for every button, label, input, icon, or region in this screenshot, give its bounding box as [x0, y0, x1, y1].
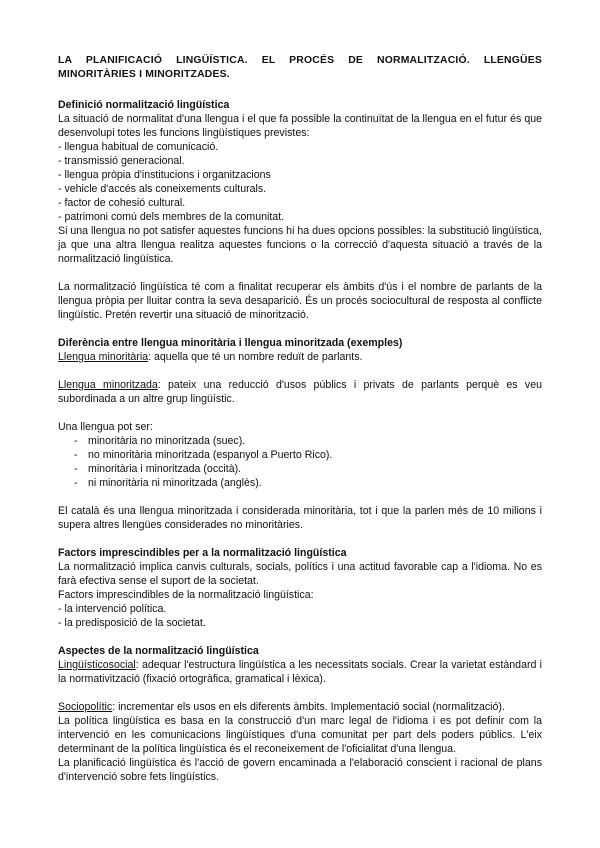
list-item-text: no minoritària minoritzada (espanyol a Puerto Rico). — [88, 449, 333, 461]
term-sociopolitical: Sociopolític — [58, 701, 113, 713]
section-heading-aspects: Aspectes de la normalització lingüística — [58, 645, 259, 657]
list-item: - patrimoni comú dels membres de la comunitat. — [58, 211, 285, 223]
term-definition: : aquella que té un nombre reduït de parlants. — [148, 351, 363, 363]
list-item-text: minoritària no minoritzada (suec). — [88, 435, 246, 447]
term-linguistic-social: Lingüísticosocial — [58, 659, 136, 671]
list-item — [58, 476, 542, 490]
list-item — [58, 448, 542, 462]
list-item — [58, 462, 542, 476]
list-item: - la predisposició de la societat. — [58, 617, 206, 629]
bullet-dash: - — [74, 435, 78, 447]
list-item: - vehicle d'accés als coneixements culturals. — [58, 183, 267, 195]
section-heading-difference: Diferència entre llengua minoritària i llengua minoritzada (exemples) — [58, 337, 403, 349]
minoritized-language-definition — [58, 378, 542, 406]
term-definition: : adequar l'estructura lingüística a les necessitats socials. Crear la varietat estàndard i la normativització (fixació ortogràfica, gramatical i lèxica). — [58, 659, 542, 685]
linguistic-social-aspect — [58, 658, 542, 686]
definition-intro: La situació de normalitat d'una llengua i el que fa possible la continuïtat de la llengua en el futur és que desenvolupi totes les funcions lingüístiques previstes: — [58, 113, 542, 139]
definition-paragraph-3: La normalització lingüística té com a finalitat recuperar els àmbits d'ús i el nombre de parlants de la llengua pròpia per lluitar contra la seva desaparició. És un procés sociocultural de resposta al conflicte lingüístic. Pretén revertir una situació de minorització. — [58, 281, 542, 321]
language-planning-paragraph: La planificació lingüística és l'acció de govern encaminada a l'elaboració conscient i racional de plans d'intervenció sobre fets lingüístics. — [58, 757, 542, 783]
definition-paragraph-2: Si una llengua no pot satisfer aquestes funcions hi ha dues opcions possibles: la substitució lingüística, ja que una altra llengua realitza aquestes funcions o la correcció d'aquesta situació a través de la normalització lingüística. — [58, 225, 542, 265]
sociopolitical-aspect — [58, 700, 542, 714]
term-minoritized-language: Llengua minoritzada — [58, 379, 158, 391]
section-heading-definition: Definició normalització lingüística — [58, 99, 230, 111]
term-minority-language: Llengua minoritària — [58, 351, 149, 363]
factors-paragraph: La normalització implica canvis culturals, socials, polítics i una actitud favorable cap a l'idioma. No es farà efectiva sense el suport de la societat. — [58, 561, 542, 587]
term-definition: : pateix una reducció d'usos públics i privats de parlants perquè es veu subordinada a un altre grup lingüístic. — [58, 379, 542, 405]
factors-lead: Factors imprescindibles de la normalització lingüística: — [58, 589, 314, 601]
bullet-dash: - — [74, 463, 78, 475]
list-item-text: ni minoritària ni minoritzada (anglès). — [88, 477, 262, 489]
list-item: - factor de cohesió cultural. — [58, 197, 186, 209]
language-policy-paragraph: La política lingüística es basa en la construcció d'un marc legal de l'idioma i es pot definir com la intervenció en les comunicacions lingüístiques d'una comunitat per part dels poders públics. L'eix determinant de la política lingüística és el reconeixement de l'oficialitat d'una llengua. — [58, 715, 542, 755]
bullet-dash: - — [74, 477, 78, 489]
minority-language-definition — [58, 350, 542, 364]
language-types-lead: Una llengua pot ser: — [58, 421, 153, 433]
document-page — [58, 54, 542, 784]
list-item: - transmissió generacional. — [58, 155, 185, 167]
bullet-dash: - — [74, 449, 78, 461]
list-item: - llengua pròpia d'institucions i organitzacions — [58, 169, 271, 181]
list-item: - llengua habitual de comunicació. — [58, 141, 219, 153]
list-item: - la intervenció política. — [58, 603, 167, 615]
catalan-note: El català és una llengua minoritzada i considerada minoritària, tot i que la parlen més de 10 milions i supera altres llengües considerades no minoritàries. — [58, 505, 542, 531]
document-title: LA PLANIFICACIÓ LINGÜÍSTICA. EL PROCÉS DE NORMALITZACIÓ. LLENGÜES MINORITÀRIES I MINORITZADES. — [58, 55, 542, 80]
language-types-list — [58, 434, 542, 490]
list-item-text: minoritària i minoritzada (occità). — [88, 463, 242, 475]
term-definition: : incrementar els usos en els diferents àmbits. Implementació social (normalització). — [112, 701, 505, 713]
list-item — [58, 434, 542, 448]
section-heading-factors: Factors imprescindibles per a la normalització lingüística — [58, 547, 347, 559]
